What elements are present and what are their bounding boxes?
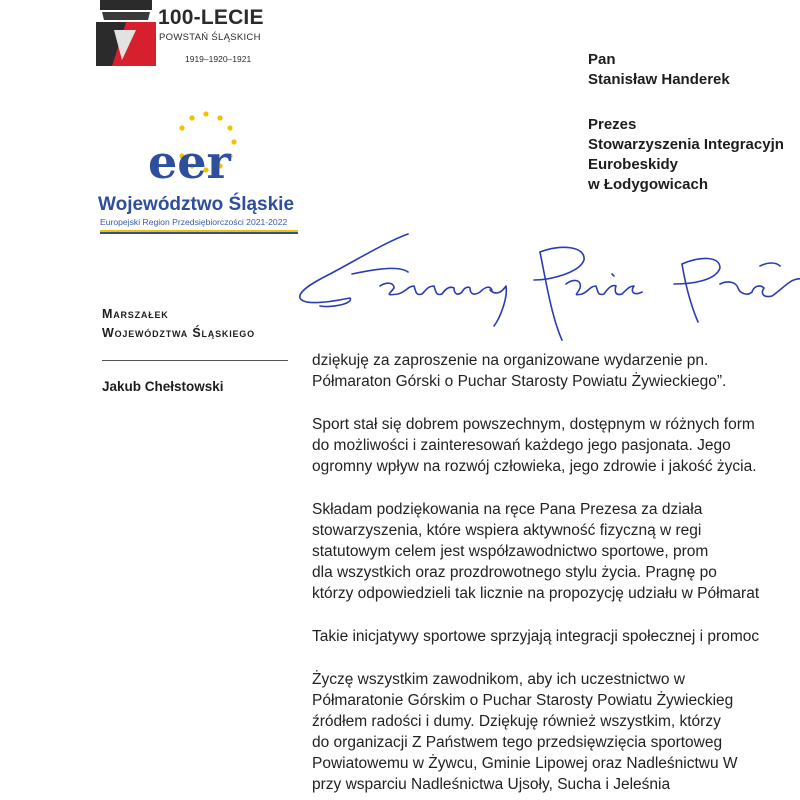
addressee-salutation: Pan <box>588 51 616 68</box>
paragraph <box>312 499 800 604</box>
paragraph-line: do organizacji Z Państwem tego przedsięwzięcia sportoweg <box>312 734 723 751</box>
paragraph-line: Półmaraton Górski o Puchar Starosty Powiatu Żywieckiego”. <box>312 373 727 390</box>
paragraph-line: przy wsparciu Nadleśnictwa Ujsoły, Sucha i Jeleśnia <box>312 776 671 793</box>
sender-divider <box>102 360 288 361</box>
insurgent-emblem-icon <box>96 0 156 66</box>
addressee-name: Stanisław Handerek <box>588 71 730 88</box>
paragraph-line: Życzę wszystkim zawodnikom, aby ich uczestnictwo w <box>312 671 685 688</box>
paragraph-line: Sport stał się dobrem powszechnym, dostępnym w różnych form <box>312 416 755 433</box>
eer-emblem-icon <box>146 108 246 192</box>
handwritten-greeting <box>290 222 800 357</box>
paragraph-line: którzy odpowiedzieli tak licznie na propozycję udziału w Półmarat <box>312 585 760 602</box>
paragraph-line: Takie inicjatywy sportowe sprzyjają integracji społecznej i promoc <box>312 628 760 645</box>
paragraph-line: do możliwości i zainteresowań każdego jego pasjonata. Jego <box>312 437 731 454</box>
paragraph <box>312 626 800 647</box>
paragraph-line: stowarzyszenia, które wspiera aktywność fizyczną w regi <box>312 522 702 539</box>
paragraph-line: statutowym celem jest współzawodnictwo sportowe, prom <box>312 543 709 560</box>
paragraph-line: ogromny wpływ na rozwój człowieka, jego zdrowie i jakość życia. <box>312 458 757 475</box>
paragraph-line: Półmaratonie Górskim o Puchar Starosty Powiatu Żywieckieg <box>312 692 734 709</box>
region-name: Województwo Śląskie <box>98 194 295 215</box>
paragraph-line: źródłem radości i dumy. Dziękuję również wszystkim, którzy <box>312 713 721 730</box>
sender-title-line2: Województwa Śląskiego <box>102 326 255 340</box>
paragraph <box>312 669 800 795</box>
paragraph-line: Powiatowemu w Żywcu, Gminie Lipowej oraz Nadleśnictwu W <box>312 755 738 772</box>
sender-name: Jakub Chełstowski <box>102 379 224 394</box>
addressee-block <box>588 50 784 195</box>
paragraph <box>312 414 800 477</box>
region-subtitle: Europejski Region Przedsiębiorczości 2021-2022 <box>100 217 288 227</box>
region-color-stripe <box>100 230 298 234</box>
handwritten-greeting-signature <box>290 222 800 352</box>
anniversary-logo <box>96 0 266 70</box>
letter-body <box>312 350 800 795</box>
sender-block <box>102 305 290 394</box>
anniversary-title: 100-LECIE <box>158 6 264 29</box>
paragraph-line: dziękuję za zaproszenie na organizowane wydarzenie pn. <box>312 352 709 369</box>
svg-text:eer: eer <box>148 135 231 189</box>
addressee-location: w Łodygowicach <box>588 176 709 193</box>
addressee-position: Prezes <box>588 116 637 133</box>
addressee-organization-name: Eurobeskidy <box>588 156 679 173</box>
sender-title-line1: Marszałek <box>102 307 169 321</box>
paragraph-line: Składam podziękowania na ręce Pana Prezesa za działa <box>312 501 703 518</box>
paragraph <box>312 350 800 392</box>
paragraph-line: dla wszystkich oraz prozdrowotnego stylu życia. Pragnę po <box>312 564 717 581</box>
anniversary-years: 1919–1920–1921 <box>185 54 252 64</box>
region-logo <box>90 108 310 238</box>
anniversary-subtitle: POWSTAŃ ŚLĄSKICH <box>159 32 261 43</box>
addressee-organization: Stowarzyszenia Integracyjn <box>588 136 784 153</box>
